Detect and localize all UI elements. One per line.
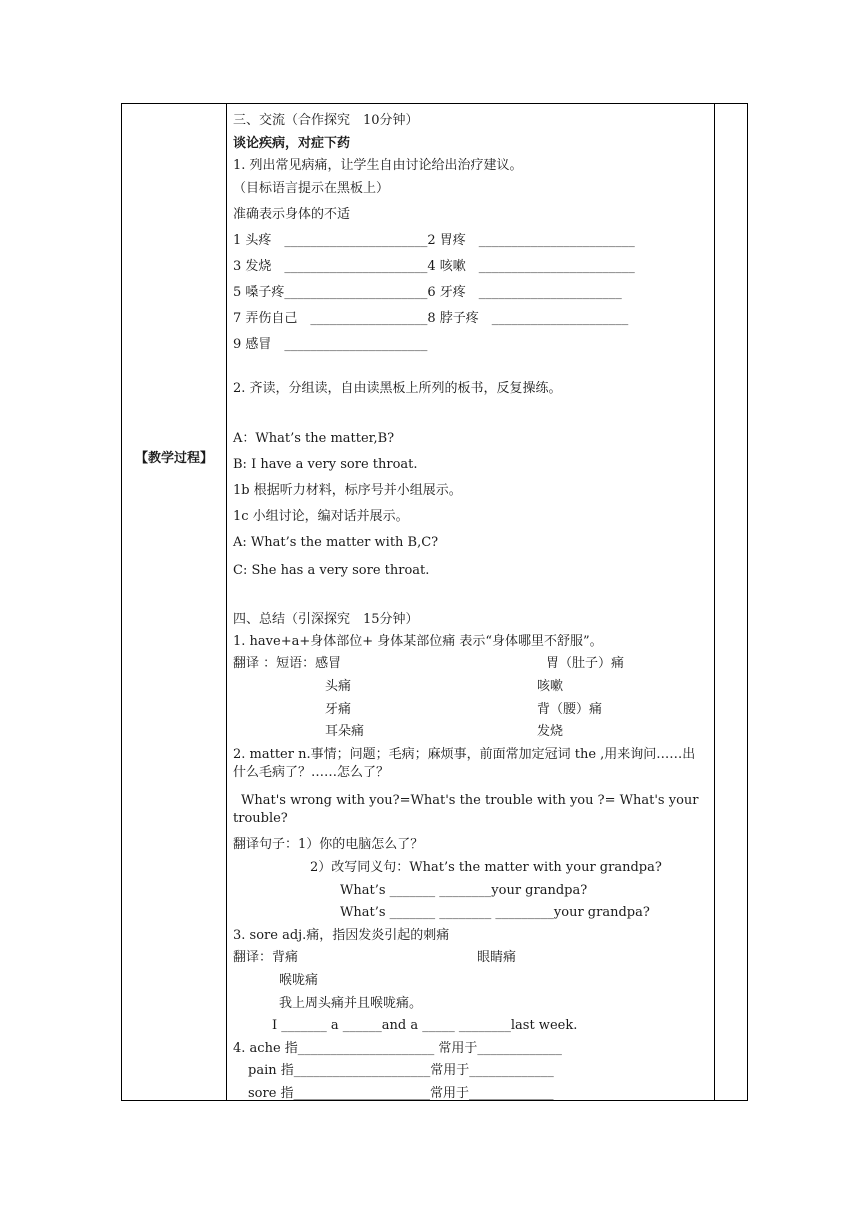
fill-line: What’s _______ ________your grandpa? — [340, 883, 588, 898]
text-line: 喉咙痛 — [279, 973, 319, 988]
text-line: 咳嗽 — [537, 679, 564, 694]
text-line: 1. 列出常见病痛，让学生自由讨论给出治疗建议。 — [233, 158, 523, 173]
column-divider — [226, 104, 227, 1100]
fill-line: pain 指_____________________常用于_____________ — [248, 1063, 554, 1078]
text-line: 2）改写同义句：What’s the matter with your grandpa? — [310, 860, 662, 875]
dialogue-line: A：What’s the matter,B? — [233, 431, 395, 446]
text-line: 牙痛 — [325, 702, 352, 717]
text-paragraph: 2. matter n.事情；问题；毛病；麻烦事，前面常加定冠词 the ,用来询问……出什么毛病了？……怎么了？ — [233, 747, 696, 780]
text-line: 1. have+a+身体部位+ 身体某部位痛 表示“身体哪里不舒服”。 — [233, 634, 603, 649]
dialogue-line: A: What’s the matter with B,C? — [233, 535, 439, 550]
text-line: 准确表示身体的不适 — [233, 207, 351, 222]
text-line: 翻译 ：短语：感冒 — [233, 656, 342, 671]
fill-line: What’s _______ ________ _________your grandpa? — [340, 905, 650, 920]
column-divider — [714, 104, 715, 1100]
fill-line: sore 指_____________________常用于_____________ — [248, 1086, 554, 1101]
text-line: 我上周头痛并且喉咙痛。 — [279, 996, 423, 1011]
text-line: 胃（肚子）痛 — [546, 656, 625, 671]
section-heading: 四、总结（引深探究 15分钟） — [233, 612, 419, 627]
fill-line: 7 弄伤自己 __________________8 脖子疼 _____________________ — [233, 311, 629, 326]
text-line: 1c 小组讨论，编对话并展示。 — [233, 509, 409, 524]
section-heading: 三、交流（合作探究 10分钟） — [233, 113, 419, 128]
topic-title: 谈论疾病，对症下药 — [233, 136, 351, 151]
fill-line: 5 嗓子疼______________________6 牙疼 ______________________ — [233, 285, 622, 300]
text-line: 耳朵痛 — [325, 724, 365, 739]
fill-line: 1 头疼 ______________________2 胃疼 ________________________ — [233, 233, 635, 248]
fill-line: 4. ache 指_____________________ 常用于_____________ — [233, 1041, 562, 1056]
text-paragraph: What's wrong with you?=What's the trouble with you ?= What's your trouble? — [233, 793, 699, 826]
text-line: 头痛 — [325, 679, 352, 694]
text-line: 翻译：背痛 — [233, 950, 299, 965]
text-line: 2. 齐读，分组读，自由读黑板上所列的板书，反复操练。 — [233, 381, 562, 396]
text-line: 1b 根据听力材料，标序号并小组展示。 — [233, 483, 462, 498]
text-line: 发烧 — [537, 724, 564, 739]
text-line: （目标语言提示在黑板上） — [233, 181, 390, 196]
text-line: 眼睛痛 — [477, 950, 517, 965]
text-line: 翻译句子：1）你的电脑怎么了？ — [233, 837, 424, 852]
section-label: 【教学过程】 — [134, 451, 213, 466]
lesson-table — [121, 103, 748, 1101]
text-line: 3. sore adj.痛，指因发炎引起的刺痛 — [233, 928, 450, 943]
text-line: 背（腰）痛 — [537, 702, 603, 717]
dialogue-line: B: I have a very sore throat. — [233, 457, 418, 472]
fill-line: 3 发烧 ______________________4 咳嗽 ________________________ — [233, 259, 635, 274]
dialogue-line: C: She has a very sore throat. — [233, 563, 430, 578]
fill-line: I _______ a ______and a _____ ________last week. — [272, 1018, 578, 1033]
fill-line: 9 感冒 ______________________ — [233, 337, 428, 352]
